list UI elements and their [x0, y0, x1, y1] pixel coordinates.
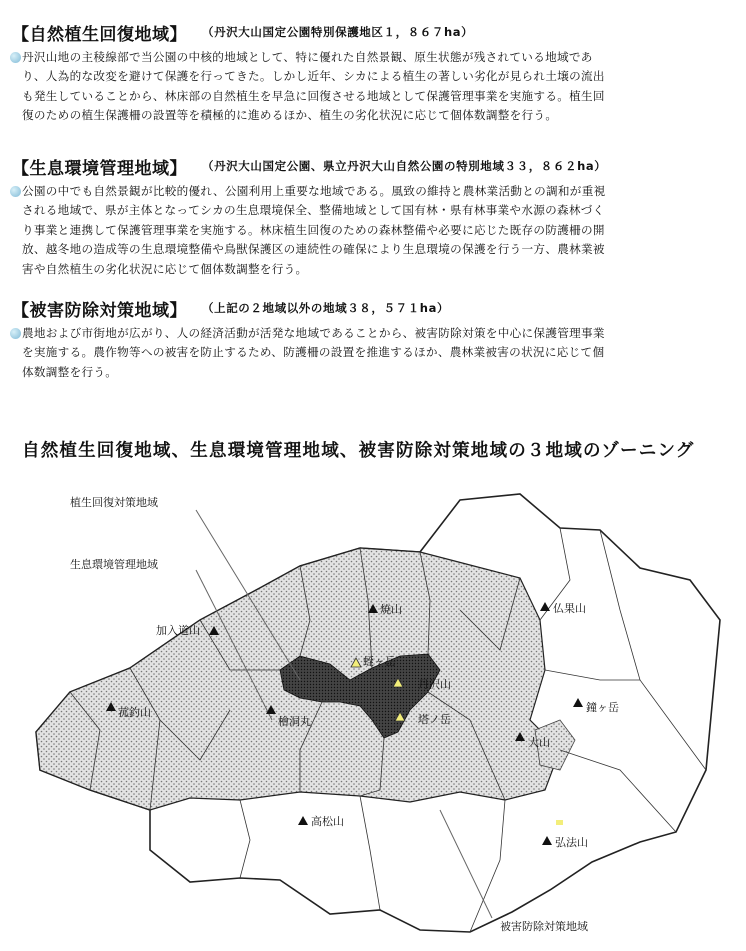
mountain-label: 蛭ヶ岳 — [363, 655, 396, 668]
mountain-label: 丹沢山 — [418, 678, 451, 691]
section-body — [22, 48, 727, 126]
zoning-map — [0, 470, 746, 951]
body-line: り事業と連携して保護管理事業を実施する。林床植生回復のための森林整備や必要に応じた既存の防護柵の開 — [22, 222, 605, 237]
body-line: 農地および市街地が広がり、人の経済活動が活発な地域であることから、被害防除対策を中心に保護管理事業 — [22, 326, 605, 340]
yellow-marker-icon — [556, 820, 563, 825]
section-area-note: （上記の２地域以外の地域３８，５７１ha） — [202, 301, 450, 315]
mountain-label: 檜洞丸 — [278, 715, 311, 728]
section-body — [22, 324, 727, 382]
mountain-label: 加入道山 — [156, 624, 200, 637]
section-area-note: （丹沢大山国定公園特別保護地区１，８６７ha） — [202, 25, 474, 39]
body-line: も発生していることから、林床部の自然植生を早急に回復させる地域として保護管理事業を実施する。植生回 — [22, 88, 605, 103]
bullet-icon — [10, 52, 21, 63]
mountain-label: 弘法山 — [555, 836, 588, 849]
section-title: 【自然植生回復地域】 — [12, 25, 187, 45]
section-area-note: （丹沢大山国定公園、県立丹沢大山自然公園の特別地域３３，８６２ha） — [202, 159, 607, 173]
map-title: 自然植生回復地域、生息環境管理地域、被害防除対策地域の３地域のゾーニング — [22, 441, 695, 461]
mountain-label: 鐘ヶ岳 — [586, 701, 619, 714]
section-title: 【被害防除対策地域】 — [12, 301, 187, 321]
body-line: 体数調整を行う。 — [22, 364, 118, 379]
mountain-label: 大山 — [528, 736, 550, 749]
mountain-label: 菰釣山 — [118, 706, 151, 719]
body-line: される地域で、県が主体となってシカの生息環境保全、整備地域として国有林・県有林事業や水源の森林づく — [22, 203, 605, 218]
legend-label-core: 植生回復対策地域 — [70, 496, 158, 509]
bullet-icon — [10, 328, 21, 339]
section-title: 【生息環境管理地域】 — [12, 159, 187, 179]
body-line: 害や自然植生の劣化状況に応じて個体数調整を行う。 — [22, 261, 308, 276]
body-line: 復のための植生保護柵の設置等を積極的に進めるほか、植生の劣化状況に応じて個体数調整を行う。 — [22, 108, 558, 123]
legend-label-habitat: 生息環境管理地域 — [70, 558, 158, 571]
section-header — [12, 20, 734, 48]
mountain-label: 焼山 — [380, 603, 402, 616]
legend-label-damage: 被害防除対策地域 — [500, 920, 588, 933]
mountain-label: 塔ノ岳 — [418, 713, 451, 726]
body-line: り、人為的な改変を避けて保護を行ってきた。しかし近年、シカによる植生の著しい劣化が見られ土壌の流出 — [22, 69, 605, 84]
body-line: 放、越冬地の造成等の生息環境整備や鳥獣保護区の連続性の確保により生息環境の保護を行う一方、農林業被 — [22, 242, 605, 257]
mountain-label: 高松山 — [311, 815, 344, 828]
section-damage-prevention — [12, 296, 734, 396]
section-header — [12, 296, 734, 324]
mountain-label: 仏果山 — [553, 602, 586, 615]
section-header — [12, 154, 734, 182]
body-line: を実施する。農作物等への被害を防止するため、防護柵の設置を推進するほか、農林業被害の状況に応じて個 — [22, 345, 605, 360]
body-line: 公園の中でも自然景観が比較的優れ、公園利用上重要な地域である。風致の維持と農林業活動との調和が重視 — [22, 184, 606, 198]
section-habitat-management — [12, 154, 734, 284]
section-natural-vegetation — [12, 20, 734, 130]
bullet-icon — [10, 186, 21, 197]
body-line: 丹沢山地の主稜線部で当公園の中核的地域として、特に優れた自然景観、原生状態が残されている地域であ — [22, 50, 593, 64]
section-body — [22, 182, 727, 279]
